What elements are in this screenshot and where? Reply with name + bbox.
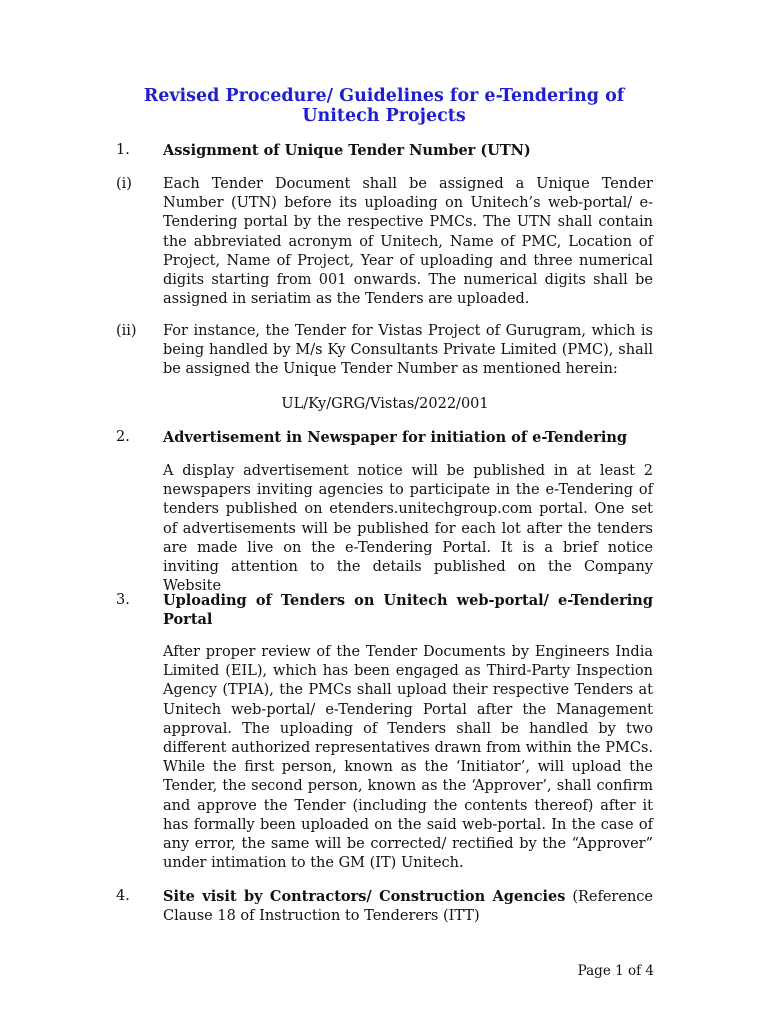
- item-ii-text: For instance, the Tender for Vistas Project of Gurugram, which is being handled by M/s Ky Consultants Private Limited (PMC), shall be assigned the Unique Tender Number as mentioned herein:: [163, 323, 653, 378]
- section-4-number: 4.: [116, 888, 130, 904]
- item-i-text: Each Tender Document shall be assigned a Unique Tender Number (UTN) before its uploading on Unitech’s web-portal/ e-Tendering portal by the respective PMCs. The UTN shall contain the abbreviated acronym of Unitech, Name of PMC, Location of Project, Name of Project, Year of uploading and three numerical digits starting from 001 onwards. The numerical digits shall be assigned in seriatim as the Tenders are uploaded.: [163, 176, 653, 308]
- section-4-paragraph: [163, 887, 653, 926]
- section-3-text: After proper review of the Tender Documents by Engineers India Limited (EIL), which has been engaged as Third-Party Inspection Agency (TPIA), the PMCs shall upload their respective Tenders at Unitech web-portal/ e-Tendering Portal after the Management approval. The uploading of Tenders shall be handled by two different authorized representatives drawn from within the PMCs. While the first person, known as the ‘Initiator’, will upload the Tender, the second person, known as the ‘Approver’, shall confirm and approve the Tender (including the contents thereof) after it has formally been uploaded on the said web-portal. In the case of any error, the same will be corrected/ rectified by the “Approver” under intimation to the GM (IT) Unitech.: [163, 644, 653, 872]
- section-3-number: 3.: [116, 592, 130, 608]
- section-2-heading: Advertisement in Newspaper for initiation of e-Tendering: [163, 429, 628, 446]
- item-ii-number: (ii): [116, 323, 137, 339]
- section-2-number: 2.: [116, 429, 130, 445]
- section-2-text: A display advertisement notice will be published in at least 2 newspapers inviting agencies to participate in the e-Tendering of tenders published on etenders.unitechgroup.com portal. One set of advertisements will be published for each lot after the tenders are made live on the e-Tendering Portal. It is a brief notice inviting attention to the details published on the Company Website: [163, 463, 653, 595]
- item-i-number: (i): [116, 176, 132, 192]
- section-1-number: 1.: [116, 142, 130, 158]
- document-title: [110, 86, 658, 126]
- section-3-heading: Uploading of Tenders on Unitech web-portal/ e-Tendering Portal: [163, 592, 653, 628]
- title-line-2: Unitech Projects: [302, 106, 466, 126]
- page-footer: Page 1 of 4: [577, 963, 654, 979]
- title-line-1: Revised Procedure/ Guidelines for e-Tendering of: [143, 86, 625, 106]
- utn-example: UL/Ky/GRG/Vistas/2022/001: [281, 396, 489, 412]
- section-4-heading: Site visit by Contractors/ Construction Agencies: [163, 888, 566, 905]
- section-4-text: (Reference Clause 18 of Instruction to Tenderers (ITT): [163, 889, 653, 925]
- section-1-heading: Assignment of Unique Tender Number (UTN): [163, 142, 531, 159]
